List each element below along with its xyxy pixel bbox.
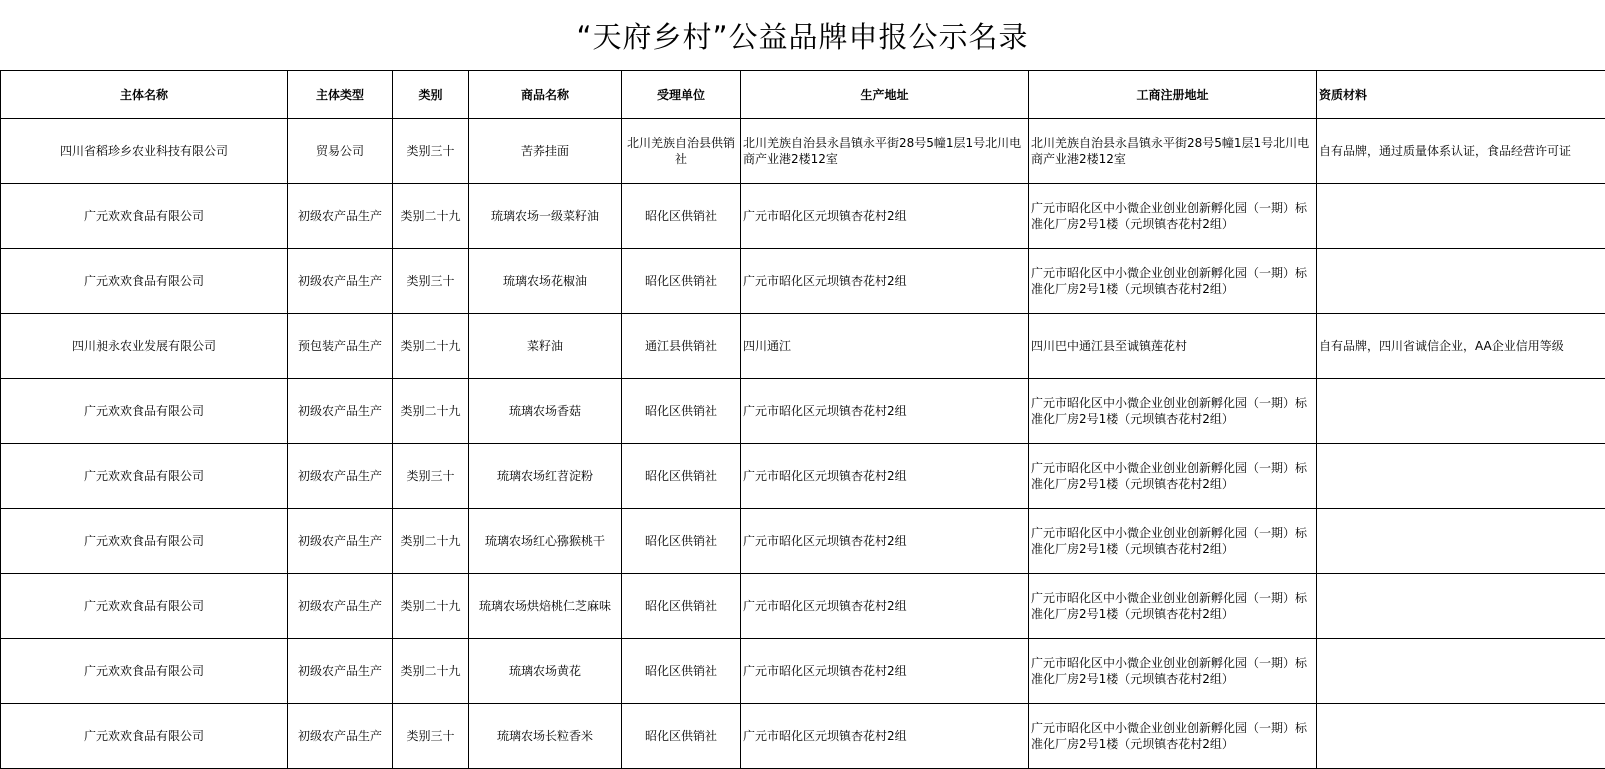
cell-qualifications (1317, 639, 1605, 704)
header-receiving-unit: 受理单位 (622, 71, 741, 119)
cell-registered-address: 四川巴中通江县至诚镇莲花村 (1029, 314, 1317, 379)
table-header (1, 71, 1605, 119)
cell-entity-type: 初级农产品生产 (288, 509, 393, 574)
cell-entity-type: 初级农产品生产 (288, 639, 393, 704)
cell-product-name: 琉璃农场一级菜籽油 (469, 184, 622, 249)
cell-production-address: 四川通江 (741, 314, 1029, 379)
cell-product-name: 琉璃农场花椒油 (469, 249, 622, 314)
cell-product-name: 琉璃农场红心猕猴桃干 (469, 509, 622, 574)
cell-product-name: 琉璃农场黄花 (469, 639, 622, 704)
page-title: “天府乡村”公益品牌申报公示名录 (0, 17, 1605, 57)
cell-category: 类别二十九 (393, 314, 469, 379)
cell-receiving-unit: 昭化区供销社 (622, 574, 741, 639)
cell-product-name: 琉璃农场烘焙桃仁芝麻味 (469, 574, 622, 639)
header-product-name: 商品名称 (469, 71, 622, 119)
cell-category: 类别三十 (393, 444, 469, 509)
cell-entity-name: 广元欢欢食品有限公司 (1, 444, 288, 509)
table-row (1, 119, 1605, 184)
cell-entity-name: 四川昶永农业发展有限公司 (1, 314, 288, 379)
cell-category: 类别二十九 (393, 379, 469, 444)
header-qualifications: 资质材料 (1317, 71, 1605, 119)
cell-entity-type: 初级农产品生产 (288, 574, 393, 639)
cell-receiving-unit: 昭化区供销社 (622, 704, 741, 769)
cell-qualifications: 自有品牌，通过质量体系认证，食品经营许可证 (1317, 119, 1605, 184)
brand-roster-table (0, 70, 1605, 769)
table-row (1, 639, 1605, 704)
cell-category: 类别二十九 (393, 574, 469, 639)
cell-registered-address: 广元市昭化区中小微企业创业创新孵化园（一期）标准化厂房2号1楼（元坝镇杏花村2组） (1029, 574, 1317, 639)
cell-category: 类别二十九 (393, 509, 469, 574)
header-entity-name: 主体名称 (1, 71, 288, 119)
cell-receiving-unit: 昭化区供销社 (622, 184, 741, 249)
cell-product-name: 菜籽油 (469, 314, 622, 379)
cell-entity-name: 广元欢欢食品有限公司 (1, 509, 288, 574)
cell-entity-type: 贸易公司 (288, 119, 393, 184)
cell-entity-name: 广元欢欢食品有限公司 (1, 249, 288, 314)
cell-production-address: 广元市昭化区元坝镇杏花村2组 (741, 639, 1029, 704)
cell-registered-address: 广元市昭化区中小微企业创业创新孵化园（一期）标准化厂房2号1楼（元坝镇杏花村2组） (1029, 509, 1317, 574)
cell-registered-address: 广元市昭化区中小微企业创业创新孵化园（一期）标准化厂房2号1楼（元坝镇杏花村2组） (1029, 379, 1317, 444)
cell-entity-type: 初级农产品生产 (288, 379, 393, 444)
cell-category: 类别三十 (393, 119, 469, 184)
cell-registered-address: 广元市昭化区中小微企业创业创新孵化园（一期）标准化厂房2号1楼（元坝镇杏花村2组） (1029, 184, 1317, 249)
cell-category: 类别三十 (393, 704, 469, 769)
cell-qualifications (1317, 184, 1605, 249)
table-row (1, 509, 1605, 574)
cell-registered-address: 北川羌族自治县永昌镇永平街28号5幢1层1号北川电商产业港2楼12室 (1029, 119, 1317, 184)
cell-category: 类别三十 (393, 249, 469, 314)
table-row (1, 184, 1605, 249)
cell-qualifications: 自有品牌，四川省诚信企业，AA企业信用等级 (1317, 314, 1605, 379)
cell-qualifications (1317, 444, 1605, 509)
cell-product-name: 苦荞挂面 (469, 119, 622, 184)
cell-receiving-unit: 北川羌族自治县供销社 (622, 119, 741, 184)
cell-qualifications (1317, 704, 1605, 769)
cell-registered-address: 广元市昭化区中小微企业创业创新孵化园（一期）标准化厂房2号1楼（元坝镇杏花村2组） (1029, 249, 1317, 314)
cell-registered-address: 广元市昭化区中小微企业创业创新孵化园（一期）标准化厂房2号1楼（元坝镇杏花村2组） (1029, 639, 1317, 704)
cell-entity-type: 预包装产品生产 (288, 314, 393, 379)
cell-receiving-unit: 昭化区供销社 (622, 249, 741, 314)
cell-qualifications (1317, 249, 1605, 314)
cell-entity-name: 四川省稻珍乡农业科技有限公司 (1, 119, 288, 184)
cell-receiving-unit: 昭化区供销社 (622, 509, 741, 574)
cell-production-address: 广元市昭化区元坝镇杏花村2组 (741, 184, 1029, 249)
cell-entity-type: 初级农产品生产 (288, 184, 393, 249)
cell-entity-name: 广元欢欢食品有限公司 (1, 704, 288, 769)
cell-product-name: 琉璃农场长粒香米 (469, 704, 622, 769)
cell-registered-address: 广元市昭化区中小微企业创业创新孵化园（一期）标准化厂房2号1楼（元坝镇杏花村2组） (1029, 444, 1317, 509)
cell-entity-name: 广元欢欢食品有限公司 (1, 379, 288, 444)
cell-category: 类别二十九 (393, 184, 469, 249)
table-body (1, 119, 1605, 769)
cell-entity-type: 初级农产品生产 (288, 444, 393, 509)
cell-entity-type: 初级农产品生产 (288, 249, 393, 314)
cell-receiving-unit: 昭化区供销社 (622, 379, 741, 444)
table-row (1, 704, 1605, 769)
header-registered-address: 工商注册地址 (1029, 71, 1317, 119)
cell-production-address: 广元市昭化区元坝镇杏花村2组 (741, 704, 1029, 769)
cell-entity-type: 初级农产品生产 (288, 704, 393, 769)
cell-receiving-unit: 昭化区供销社 (622, 639, 741, 704)
cell-entity-name: 广元欢欢食品有限公司 (1, 574, 288, 639)
cell-qualifications (1317, 574, 1605, 639)
header-category: 类别 (393, 71, 469, 119)
cell-production-address: 广元市昭化区元坝镇杏花村2组 (741, 249, 1029, 314)
header-entity-type: 主体类型 (288, 71, 393, 119)
cell-entity-name: 广元欢欢食品有限公司 (1, 639, 288, 704)
cell-production-address: 广元市昭化区元坝镇杏花村2组 (741, 379, 1029, 444)
cell-production-address: 广元市昭化区元坝镇杏花村2组 (741, 574, 1029, 639)
table-row (1, 314, 1605, 379)
table-row (1, 444, 1605, 509)
table-row (1, 249, 1605, 314)
cell-production-address: 广元市昭化区元坝镇杏花村2组 (741, 444, 1029, 509)
cell-registered-address: 广元市昭化区中小微企业创业创新孵化园（一期）标准化厂房2号1楼（元坝镇杏花村2组） (1029, 704, 1317, 769)
table-row (1, 574, 1605, 639)
cell-qualifications (1317, 379, 1605, 444)
header-row (1, 71, 1605, 119)
cell-production-address: 广元市昭化区元坝镇杏花村2组 (741, 509, 1029, 574)
cell-category: 类别二十九 (393, 639, 469, 704)
header-production-address: 生产地址 (741, 71, 1029, 119)
cell-qualifications (1317, 509, 1605, 574)
table-row (1, 379, 1605, 444)
cell-product-name: 琉璃农场红苕淀粉 (469, 444, 622, 509)
cell-entity-name: 广元欢欢食品有限公司 (1, 184, 288, 249)
cell-product-name: 琉璃农场香菇 (469, 379, 622, 444)
cell-receiving-unit: 昭化区供销社 (622, 444, 741, 509)
cell-production-address: 北川羌族自治县永昌镇永平街28号5幢1层1号北川电商产业港2楼12室 (741, 119, 1029, 184)
cell-receiving-unit: 通江县供销社 (622, 314, 741, 379)
